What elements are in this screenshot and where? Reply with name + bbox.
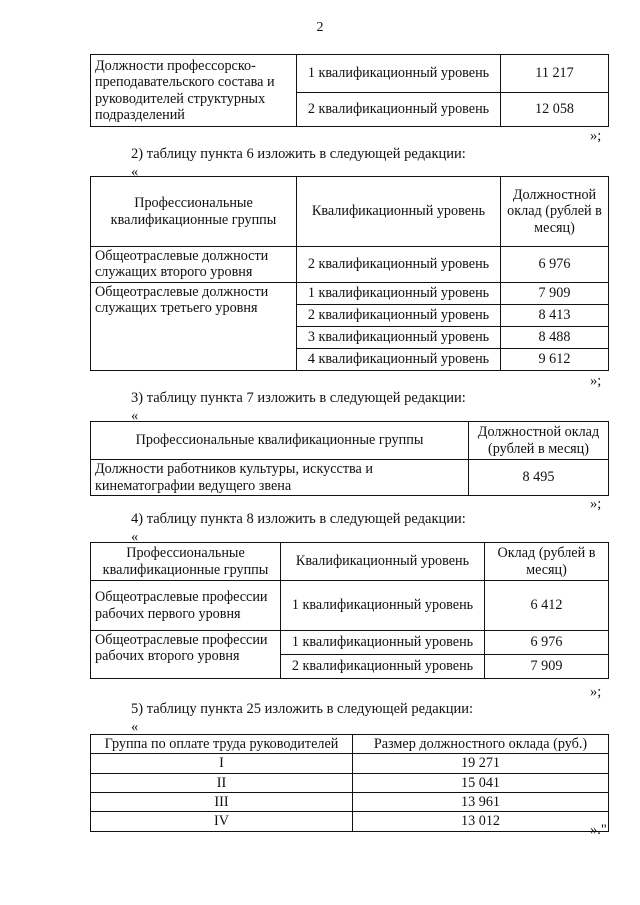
- table-5-header: Размер должностного оклада (руб.): [353, 735, 609, 754]
- table-5-header: Группа по оплате труда руководителей: [91, 735, 353, 754]
- table-2-header: Профессиональные квалификационные группы: [91, 177, 297, 247]
- table-1-salary: 11 217: [501, 55, 609, 93]
- table-2-salary: 9 612: [501, 348, 609, 370]
- table-2-level: 2 квалификационный уровень: [297, 247, 501, 283]
- table-1: [90, 54, 609, 127]
- close-quote-2: »;: [590, 373, 602, 389]
- table-1-level: 2 квалификационный уровень: [297, 93, 501, 127]
- open-quote-5: «: [131, 719, 139, 735]
- table-2: [90, 176, 609, 371]
- page-number: 2: [316, 20, 324, 35]
- table-2-level: 3 квалификационный уровень: [297, 326, 501, 348]
- close-quote-4: »;: [590, 684, 602, 700]
- table-4-header: Профессиональные квалификационные группы: [91, 543, 281, 581]
- table-4-group: Общеотраслевые профессии рабочих второго уровня: [91, 631, 281, 679]
- table-4-level: 1 квалификационный уровень: [281, 631, 485, 655]
- table-2-salary: 6 976: [501, 247, 609, 283]
- table-1-salary: 12 058: [501, 93, 609, 127]
- table-5-salary: 13 961: [353, 792, 609, 811]
- table-2-level: 1 квалификационный уровень: [297, 282, 501, 304]
- table-5: [90, 734, 609, 832]
- table-2-salary: 7 909: [501, 282, 609, 304]
- table-4-salary: 6 412: [485, 581, 609, 631]
- table-1-level: 1 квалификационный уровень: [297, 55, 501, 93]
- table-5-group: I: [91, 754, 353, 773]
- table-5-salary: 13 012: [353, 812, 609, 831]
- table-4: [90, 542, 609, 679]
- table-5-salary: 19 271: [353, 754, 609, 773]
- table-2-salary: 8 413: [501, 304, 609, 326]
- paragraph-3: 3) таблицу пункта 7 изложить в следующей редакции:: [131, 390, 466, 406]
- close-quote-5: ».": [590, 822, 607, 838]
- table-4-header: Оклад (рублей в месяц): [485, 543, 609, 581]
- table-2-header: Должностной оклад (рублей в месяц): [501, 177, 609, 247]
- table-2-level: 4 квалификационный уровень: [297, 348, 501, 370]
- table-2-group: Общеотраслевые должности служащих третьего уровня: [91, 282, 297, 370]
- table-1-group: Должности профессорско-преподавательского состава и руководителей структурных подразделений: [91, 55, 297, 127]
- open-quote-3: «: [131, 408, 139, 424]
- close-quote-1: »;: [590, 128, 602, 144]
- close-quote-3: »;: [590, 496, 602, 512]
- table-4-header: Квалификационный уровень: [281, 543, 485, 581]
- table-2-group: Общеотраслевые должности служащих второго уровня: [91, 247, 297, 283]
- open-quote-4: «: [131, 529, 139, 545]
- table-3-header: Должностной оклад (рублей в месяц): [469, 422, 609, 460]
- table-3: [90, 421, 609, 496]
- table-4-group: Общеотраслевые профессии рабочих первого уровня: [91, 581, 281, 631]
- table-5-group: IV: [91, 812, 353, 831]
- table-4-salary: 6 976: [485, 631, 609, 655]
- paragraph-4: 4) таблицу пункта 8 изложить в следующей редакции:: [131, 511, 466, 527]
- table-2-header: Квалификационный уровень: [297, 177, 501, 247]
- paragraph-2: 2) таблицу пункта 6 изложить в следующей редакции:: [131, 146, 466, 162]
- table-4-level: 1 квалификационный уровень: [281, 581, 485, 631]
- table-5-salary: 15 041: [353, 773, 609, 792]
- table-2-level: 2 квалификационный уровень: [297, 304, 501, 326]
- table-4-level: 2 квалификационный уровень: [281, 655, 485, 679]
- table-4-salary: 7 909: [485, 655, 609, 679]
- table-3-header: Профессиональные квалификационные группы: [91, 422, 469, 460]
- open-quote-2: «: [131, 164, 139, 180]
- table-3-group: Должности работников культуры, искусства и кинематографии ведущего звена: [91, 460, 469, 496]
- table-5-group: III: [91, 792, 353, 811]
- table-3-salary: 8 495: [469, 460, 609, 496]
- table-5-group: II: [91, 773, 353, 792]
- table-2-salary: 8 488: [501, 326, 609, 348]
- paragraph-5: 5) таблицу пункта 25 изложить в следующей редакции:: [131, 701, 474, 717]
